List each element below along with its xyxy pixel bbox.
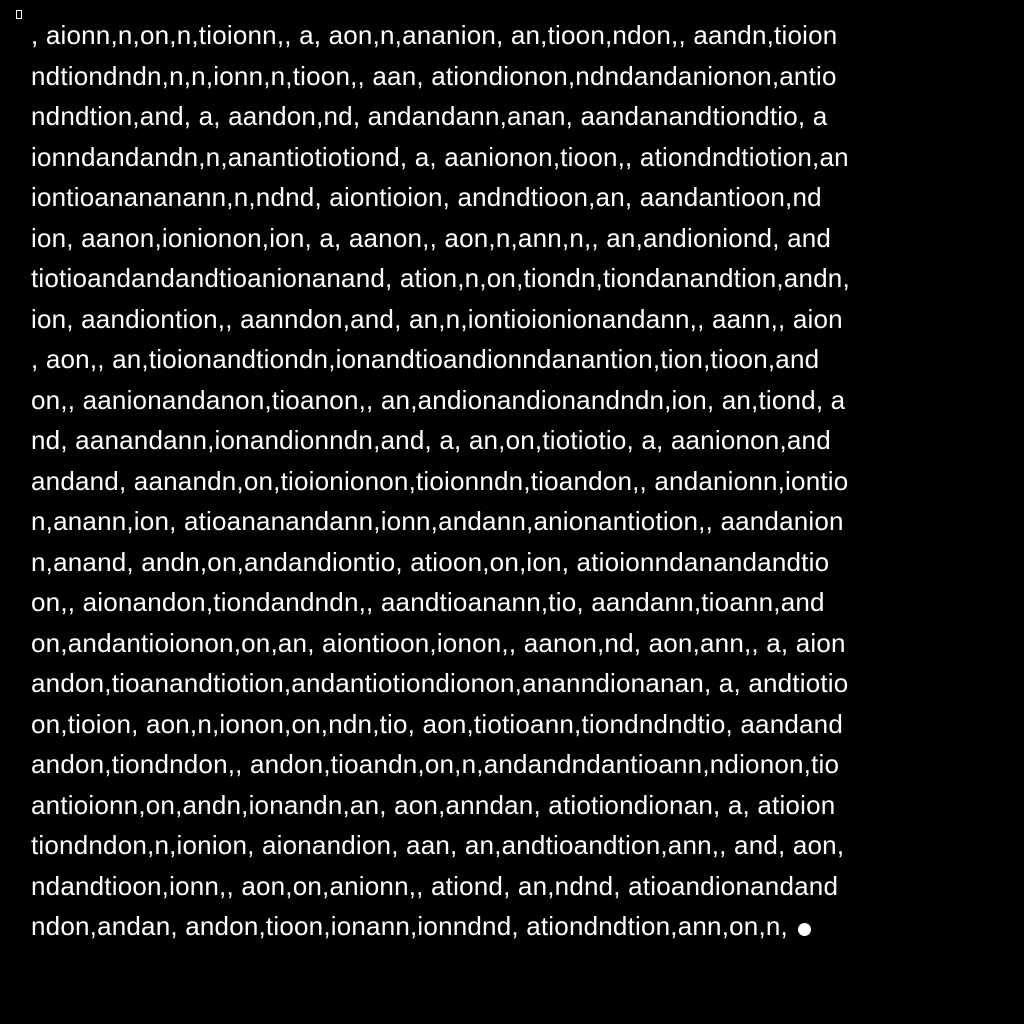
cursor-dot-icon: [798, 923, 811, 936]
text-line: ionndandandn,n,anantiotiotiond, a, aanionon,tioon,, ationdndtiotion,an: [31, 141, 849, 172]
text-line: ndandtioon,ionn,, aon,on,anionn,, ationd, an,ndnd, atioandionandand: [31, 870, 839, 901]
text-line: andon,tioanandtiotion,andantiotiondionon,ananndionanan, a, andtiotio: [31, 668, 849, 698]
text-line: tiondndon,n,ionion, aionandion, aan, an,andtioandtion,ann,, and, aon,: [31, 830, 845, 860]
text-line: on,andantioionon,on,an, aiontioon,ionon,, aanon,nd, aon,ann,, a, aion: [31, 627, 846, 658]
text-line: ion, aanon,ionionon,ion, a, aanon,, aon,n,ann,n,, an,andioniond, and: [31, 222, 832, 253]
text-body: [31, 15, 1011, 947]
text-line: on,, aionandon,tiondandndn,, aandtioanann,tio, aandann,tioann,and: [31, 587, 825, 617]
text-line: n,anann,ion, atioananandann,ionn,andann,anionantiotion,, aandanion: [31, 506, 844, 536]
text-line-content: ndon,andan, andon,tioon,ionann,ionndnd, ationdndtion,ann,on,n,: [31, 911, 788, 941]
text-line: n,anand, andn,on,andandiontio, atioon,on,ion, atioionndanandandtio: [31, 546, 830, 577]
text-line: iontioanananann,n,ndnd, aiontioion, andndtioon,an, aandantioon,nd: [31, 182, 822, 212]
missing-glyph-icon: [16, 10, 22, 19]
text-line: nd, aanandann,ionandionndn,and, a, an,on,tiotiotio, a, aanionon,and: [31, 425, 831, 455]
text-line: andon,tiondndon,, andon,tioandn,on,n,andandndantioann,ndionon,tio: [31, 749, 840, 779]
text-line: tiotioandandandtioanionanand, ation,n,on,tiondn,tiondanandtion,andn,: [31, 263, 850, 293]
text-line-last: [31, 906, 1011, 947]
text-line: on,, aanionandanon,tioanon,, an,andionandionandndn,ion, an,tiond, a: [31, 384, 846, 415]
text-line: , aionn,n,on,n,tioionn,, a, aon,n,ananion, an,tioon,ndon,, aandn,tioion: [31, 20, 838, 50]
text-line: ndtiondndn,n,n,ionn,n,tioon,, aan, ationdionon,ndndandanionon,antio: [31, 60, 837, 91]
text-line: ion, aandiontion,, aanndon,and, an,n,iontioionionandann,, aann,, aion: [31, 303, 843, 334]
text-line: , aon,, an,tioionandtiondn,ionandtioandionndanantion,tion,tioon,and: [31, 344, 820, 374]
text-line: andand, aanandn,on,tioionionon,tioionndn,tioandon,, andanionn,iontio: [31, 465, 849, 496]
text-line: antioionn,on,andn,ionandn,an, aon,anndan, atiotiondionan, a, atioion: [31, 789, 836, 820]
text-line: ndndtion,and, a, aandon,nd, andandann,anan, aandanandtiondtio, a: [31, 101, 828, 131]
text-line: on,tioion, aon,n,ionon,on,ndn,tio, aon,tiotioann,tiondndndtio, aandand: [31, 708, 844, 739]
